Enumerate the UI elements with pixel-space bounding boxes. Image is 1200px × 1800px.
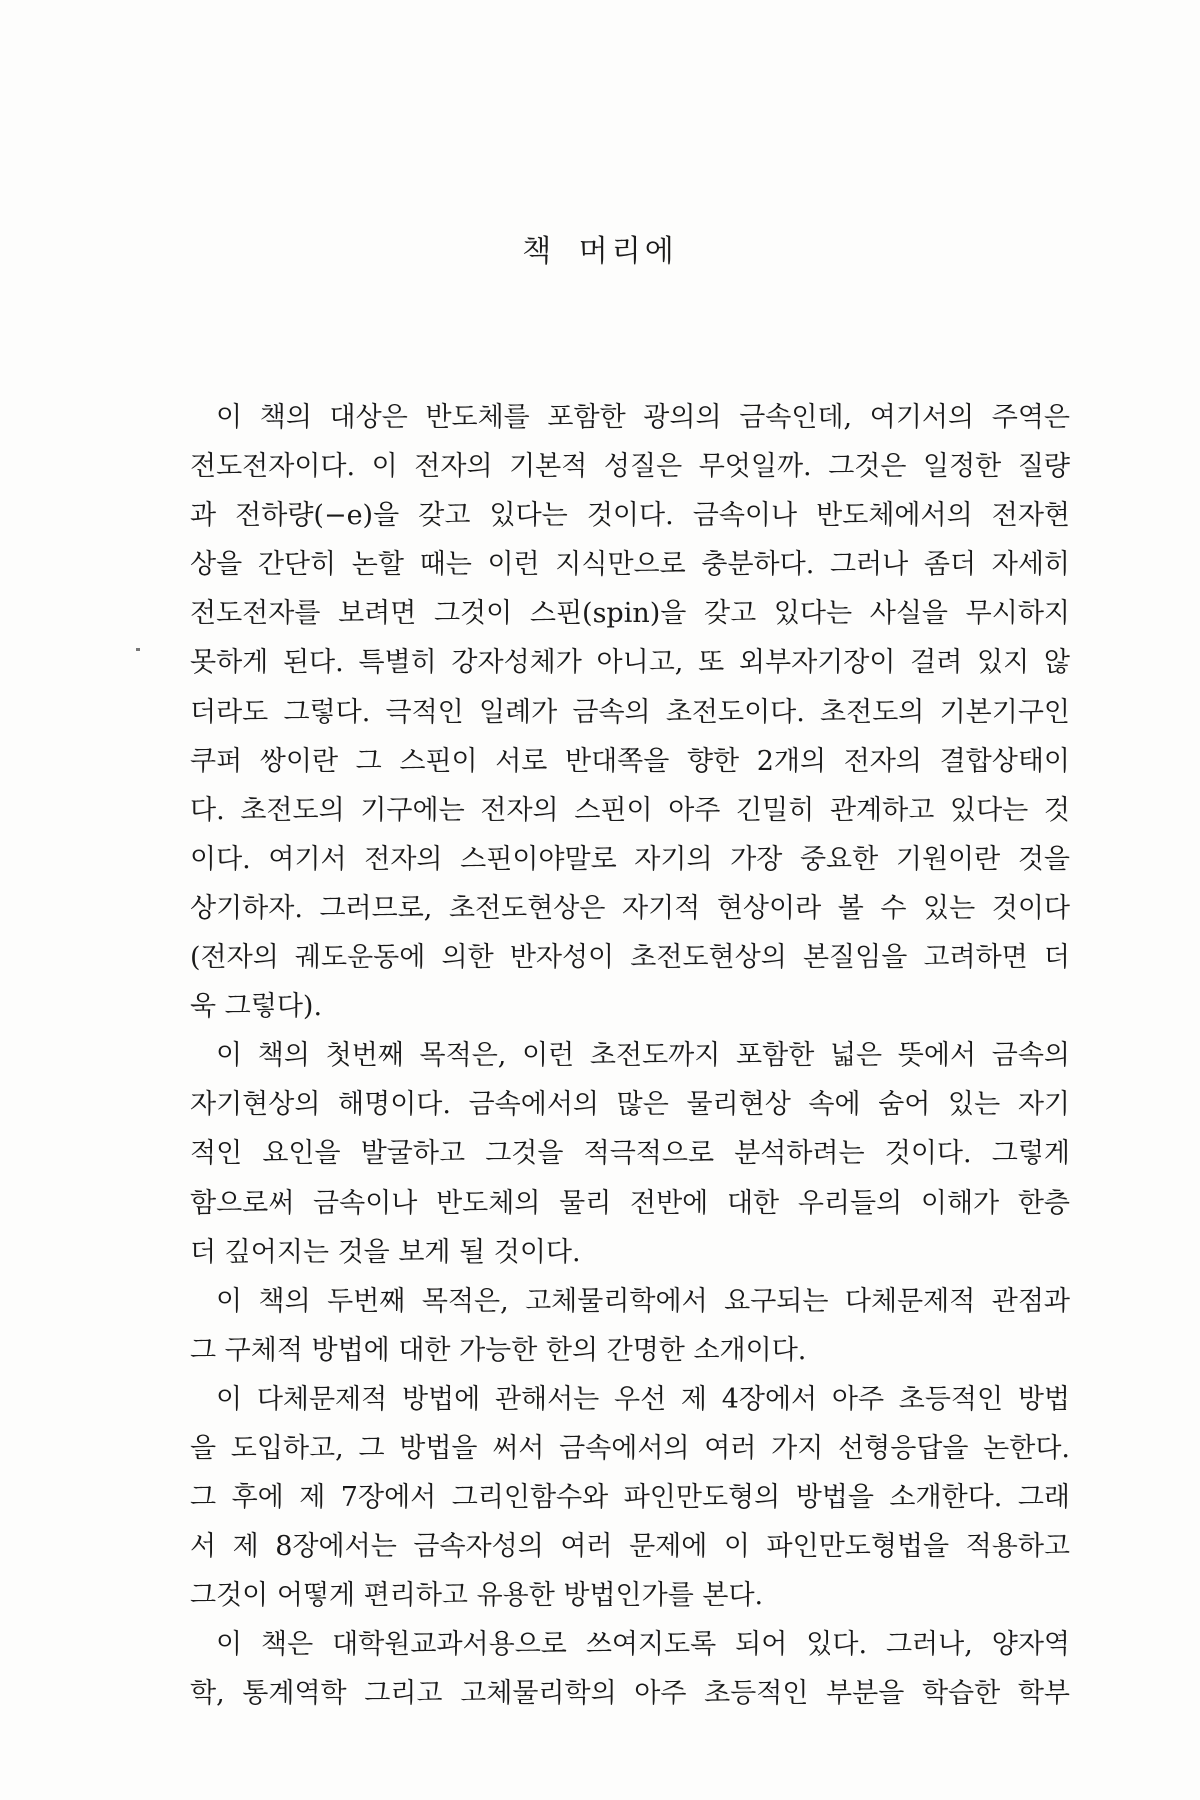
text-line: 과 전하량(−e)을 갖고 있다는 것이다. 금속이나 반도체에서의 전자현 xyxy=(190,500,1070,532)
text-line: 전도전자를 보려면 그것이 스핀(spin)을 갖고 있다는 사실을 무시하지 xyxy=(190,598,1070,630)
page-title: 책 머리에 xyxy=(522,234,678,269)
text-line: 다. 초전도의 기구에는 전자의 스핀이 아주 긴밀히 관계하고 있다는 것 xyxy=(190,794,1070,826)
text-line: 더라도 그렇다. 극적인 일례가 금속의 초전도이다. 초전도의 기본기구인 xyxy=(190,696,1070,728)
text-line: 함으로써 금속이나 반도체의 물리 전반에 대한 우리들의 이해가 한층 xyxy=(190,1187,1070,1219)
text-line: 이 책의 두번째 목적은, 고체물리학에서 요구되는 다체문제적 관점과 xyxy=(216,1285,1070,1317)
text-line: 욱 그렇다). xyxy=(190,991,323,1023)
margin-mark xyxy=(136,648,140,651)
text-line: 자기현상의 해명이다. 금속에서의 많은 물리현상 속에 숨어 있는 자기 xyxy=(190,1089,1070,1121)
text-line: 그 구체적 방법에 대한 가능한 한의 간명한 소개이다. xyxy=(190,1334,807,1366)
text-line: 이다. 여기서 전자의 스핀이야말로 자기의 가장 중요한 기원이란 것을 xyxy=(190,843,1070,875)
text-line: 을 도입하고, 그 방법을 써서 금속에서의 여러 가지 선형응답을 논한다. xyxy=(190,1432,1070,1464)
text-line: 학, 통계역학 그리고 고체물리학의 아주 초등적인 부분을 학습한 학부 xyxy=(190,1678,1070,1710)
text-line: 쿠퍼 쌍이란 그 스핀이 서로 반대쪽을 향한 2개의 전자의 결합상태이 xyxy=(190,745,1070,777)
text-line: 서 제 8장에서는 금속자성의 여러 문제에 이 파인만도형법을 적용하고 xyxy=(190,1531,1070,1563)
text-line: 그 후에 제 7장에서 그리인함수와 파인만도형의 방법을 소개한다. 그래 xyxy=(190,1482,1070,1514)
text-line: 상을 간단히 논할 때는 이런 지식만으로 충분하다. 그러나 좀더 자세히 xyxy=(190,549,1070,581)
text-line: 이 책의 첫번째 목적은, 이런 초전도까지 포함한 넓은 뜻에서 금속의 xyxy=(216,1040,1070,1072)
text-line: 적인 요인을 발굴하고 그것을 적극적으로 분석하려는 것이다. 그렇게 xyxy=(190,1138,1070,1170)
text-line: (전자의 궤도운동에 의한 반자성이 초전도현상의 본질임을 고려하면 더 xyxy=(190,942,1070,974)
text-line: 전도전자이다. 이 전자의 기본적 성질은 무엇일까. 그것은 일정한 질량 xyxy=(190,451,1070,483)
text-line: 이 책은 대학원교과서용으로 쓰여지도록 되어 있다. 그러나, 양자역 xyxy=(216,1629,1070,1661)
body-text xyxy=(190,393,1070,1719)
text-line: 못하게 된다. 특별히 강자성체가 아니고, 또 외부자기장이 걸려 있지 않 xyxy=(190,647,1070,679)
text-line: 그것이 어떻게 편리하고 유용한 방법인가를 본다. xyxy=(190,1580,764,1612)
text-line: 이 책의 대상은 반도체를 포함한 광의의 금속인데, 여기서의 주역은 xyxy=(216,402,1070,433)
text-line: 더 깊어지는 것을 보게 될 것이다. xyxy=(190,1236,581,1268)
text-line: 상기하자. 그러므로, 초전도현상은 자기적 현상이라 볼 수 있는 것이다 xyxy=(190,892,1070,924)
text-line: 이 다체문제적 방법에 관해서는 우선 제 4장에서 아주 초등적인 방법 xyxy=(216,1383,1070,1415)
